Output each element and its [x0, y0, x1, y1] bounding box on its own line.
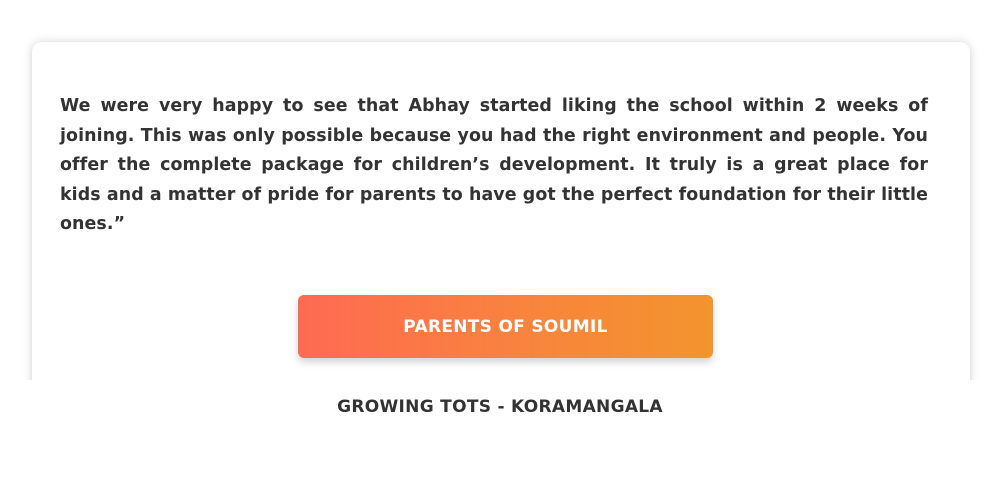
testimonial-quote: We were very happy to see that Abhay started liking the school within 2 weeks of joining. This was only possible because you had the right environment and people. You offer the complete package for children’s development. It truly is a great place for kids and a matter of pride for parents to have got the perfect foundation for their little ones.” — [60, 96, 928, 234]
school-branch-label: GROWING TOTS - KORAMANGALA — [337, 397, 663, 417]
parent-name-button[interactable]: PARENTS OF SOUMIL — [298, 295, 713, 358]
